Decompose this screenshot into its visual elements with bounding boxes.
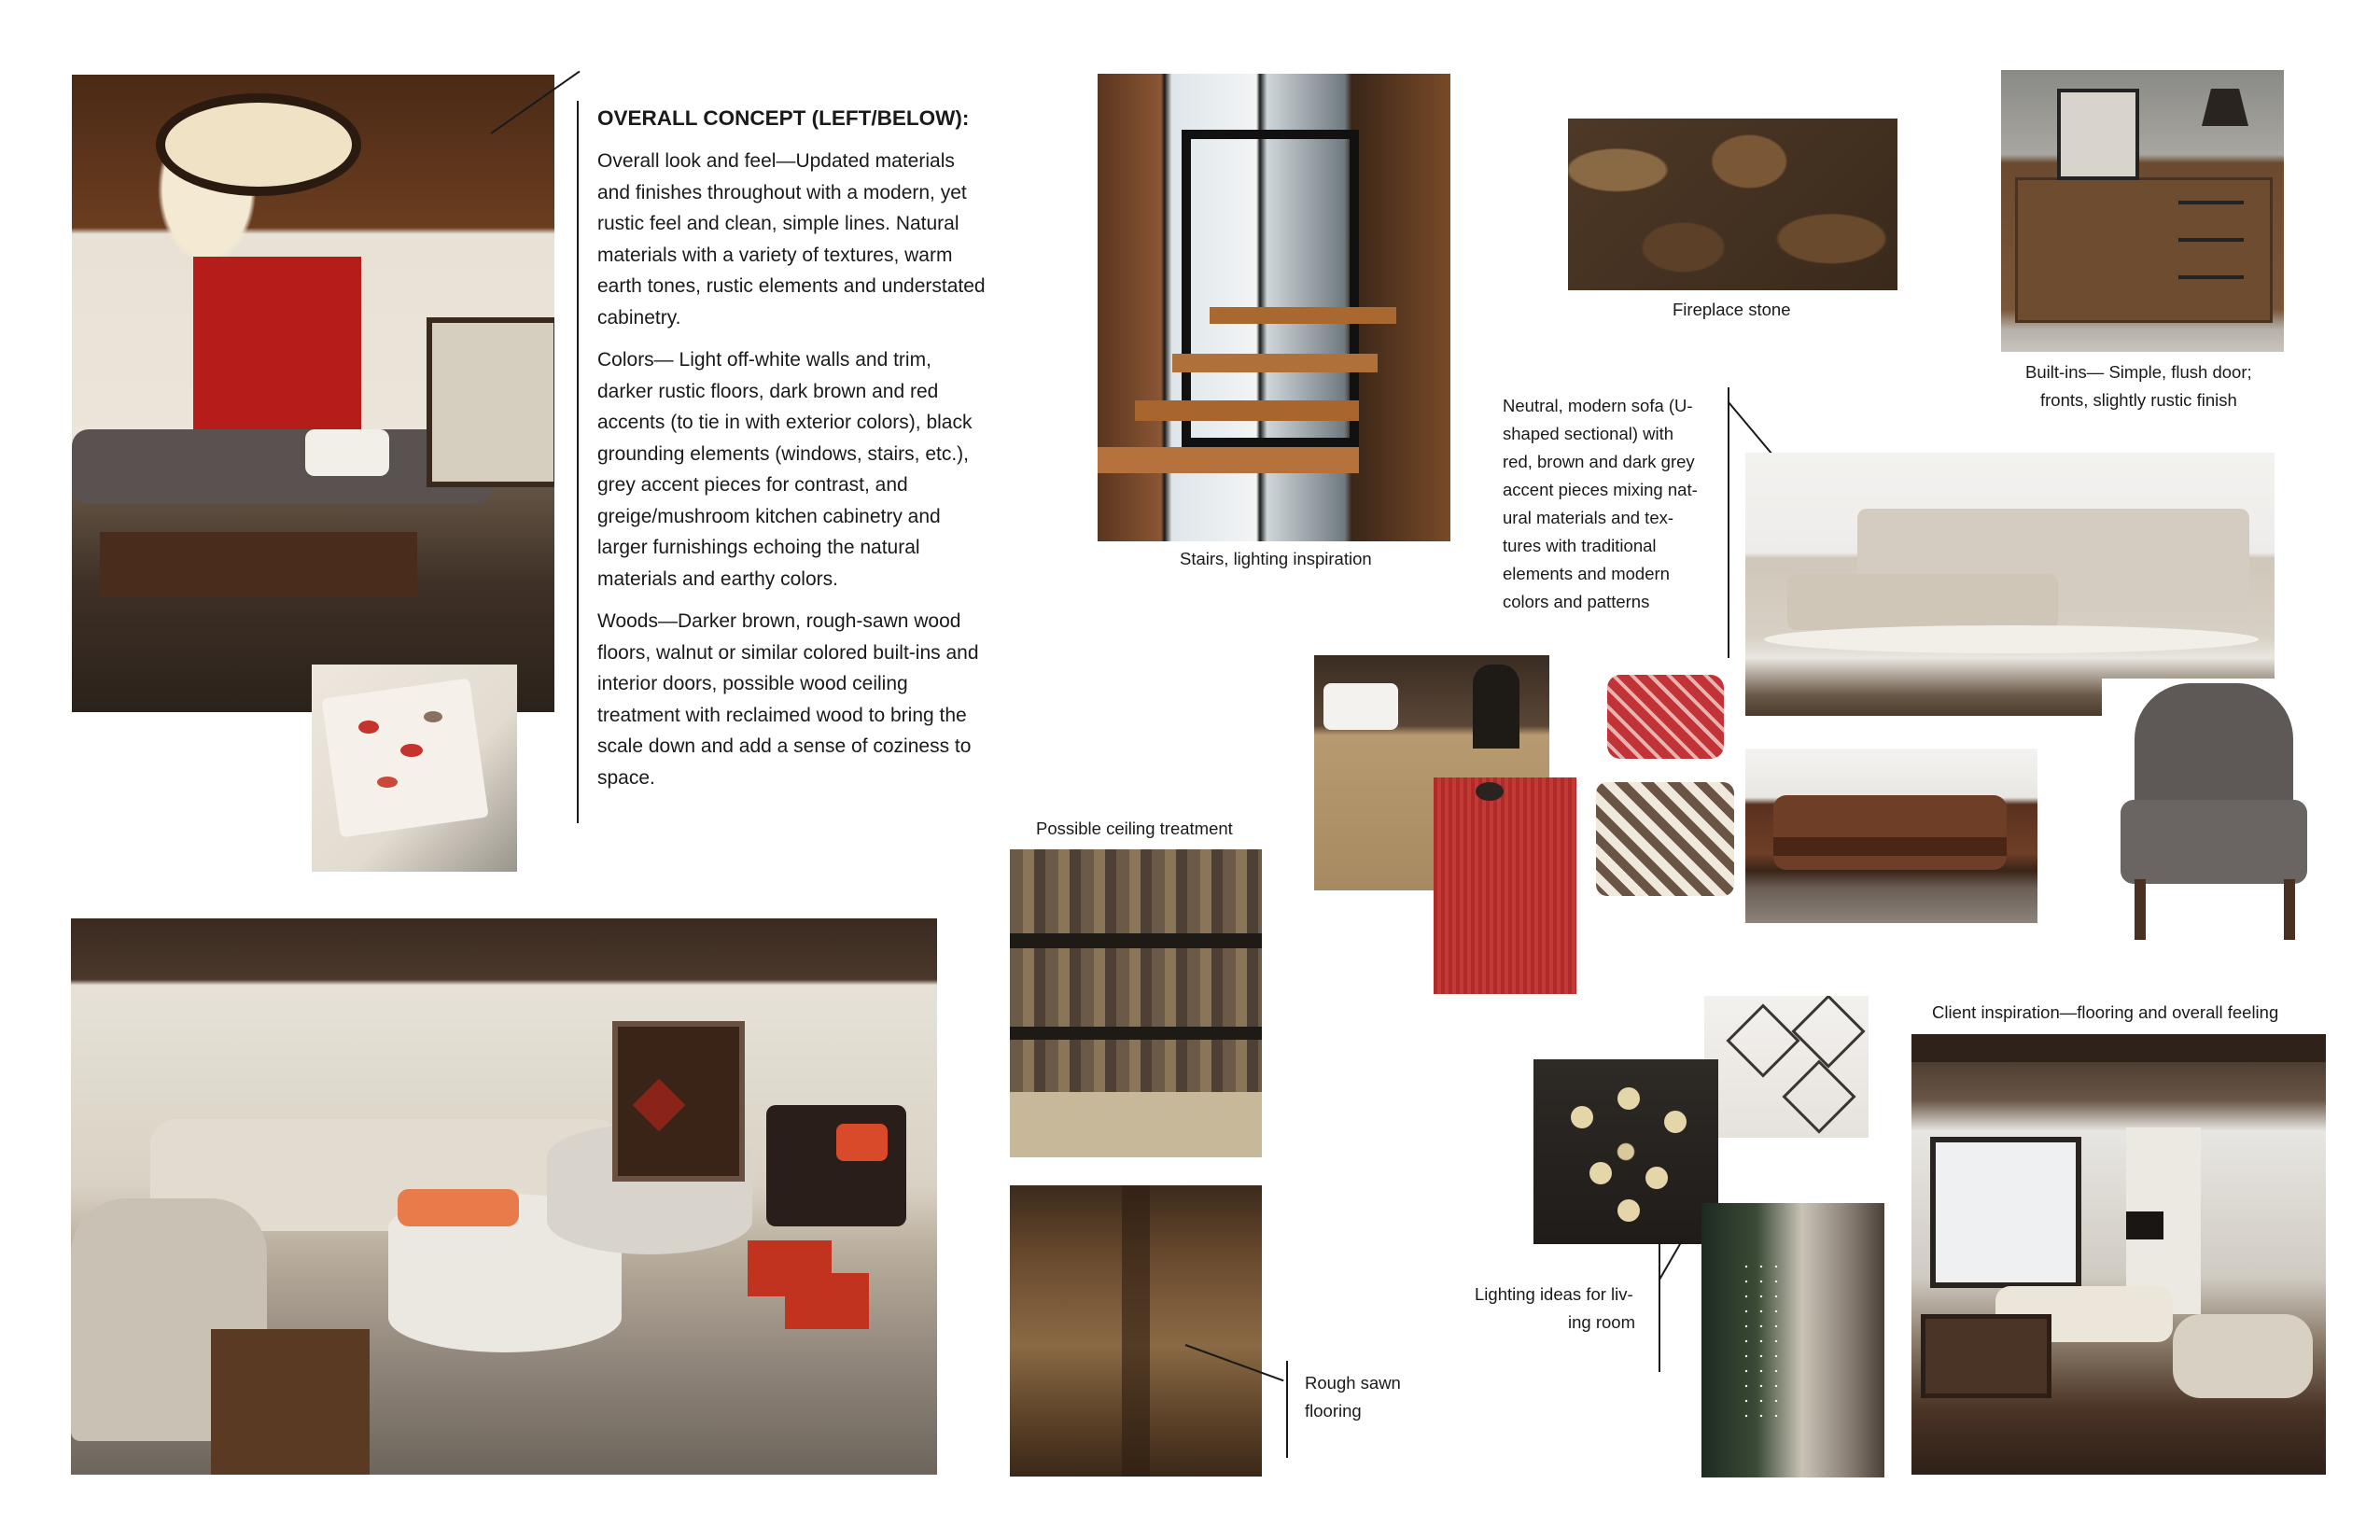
diamond-pillow-photo [1596,782,1734,896]
sofa-caption-line: ural materials and tex- [1503,508,1674,527]
leather-ottoman-photo [1745,749,2037,923]
living-room-photo-top [72,75,554,712]
sofa-bracket-line [1728,387,1729,658]
sofa-caption-line: Neutral, modern sofa (U- [1503,396,1693,415]
client-inspiration-photo [1911,1034,2326,1475]
red-rug-photo [1434,777,1576,994]
sofa-caption-line: accent pieces mixing nat- [1503,480,1698,499]
fireplace-caption: Fireplace stone [1673,300,1791,319]
stairs-caption: Stairs, lighting inspiration [1180,549,1372,568]
ceiling-treatment-photo [1010,849,1262,1157]
sectional-sofa-photo [1745,453,2275,716]
globe-chandelier-photo [1533,1059,1718,1244]
lighting-caption-line2: ing room [1568,1312,1635,1332]
red-pillow-photo [1607,675,1724,759]
wingback-chair-photo [2102,679,2323,942]
ceiling-caption: Possible ceiling treatment [1036,819,1233,838]
client-inspiration-caption: Client inspiration—flooring and overall feeling [1932,1002,2279,1022]
lighting-caption-line1: Lighting ideas for liv- [1475,1284,1633,1304]
sofa-caption-line: red, brown and dark grey [1503,452,1695,471]
fireplace-stone-photo [1568,119,1897,290]
sofa-caption-line: elements and modern [1503,564,1670,583]
geometric-pendants-photo [1704,996,1869,1138]
flooring-bracket-line [1286,1361,1288,1458]
sofa-caption-line: tures with traditional [1503,536,1657,555]
rough-sawn-floor-photo [1010,1185,1262,1477]
flooring-caption-line2: flooring [1305,1401,1362,1421]
flooring-caption-line1: Rough sawn [1305,1373,1401,1393]
sofa-caption-line: colors and patterns [1503,592,1650,611]
hallway-lights-photo [1701,1203,1884,1477]
sofa-caption-line: shaped sectional) with [1503,424,1674,443]
builtins-caption-line1: Built-ins— Simple, flush door; [2025,362,2252,382]
living-room-photo-bottom [71,918,937,1475]
lighting-pointer-line [1659,1239,1684,1280]
concept-overall-paragraph: Overall look and feel—Updated materials and finishes throughout with a modern, yet rustic feel and clean, simple lines. Natural materials with a variety of textures, warm earth tones, rustic elements and understated cabinetry. [597,150,986,329]
lighting-bracket-line [1659,1241,1660,1372]
builtins-cabinet-photo [2001,70,2284,352]
concept-heading: OVERALL CONCEPT (LEFT/BELOW): [597,106,970,130]
stairs-photo [1098,74,1450,541]
concept-divider-line [577,101,579,823]
builtins-caption-line2: fronts, slightly rustic finish [2040,390,2237,410]
concept-woods-paragraph: Woods—Darker brown, rough-sawn wood floors, walnut or similar colored built-ins and interior doors, possible wood ceiling treatment with reclaimed wood to bring the scale down and add a sense of coziness to space. [597,610,979,789]
concept-colors-paragraph: Colors— Light off-white walls and trim, darker rustic floors, dark brown and red accents (to tie in with exterior colors), black grounding elements (windows, stairs, etc.), grey accent pieces for contrast, and greige/mushroom kitchen cabinetry and larger furnishings echoing the natural materials and earthy colors. [597,349,973,590]
overall-concept-text [597,103,989,805]
napkin-fabric-photo [312,665,517,872]
sofa-caption [1503,392,1698,616]
